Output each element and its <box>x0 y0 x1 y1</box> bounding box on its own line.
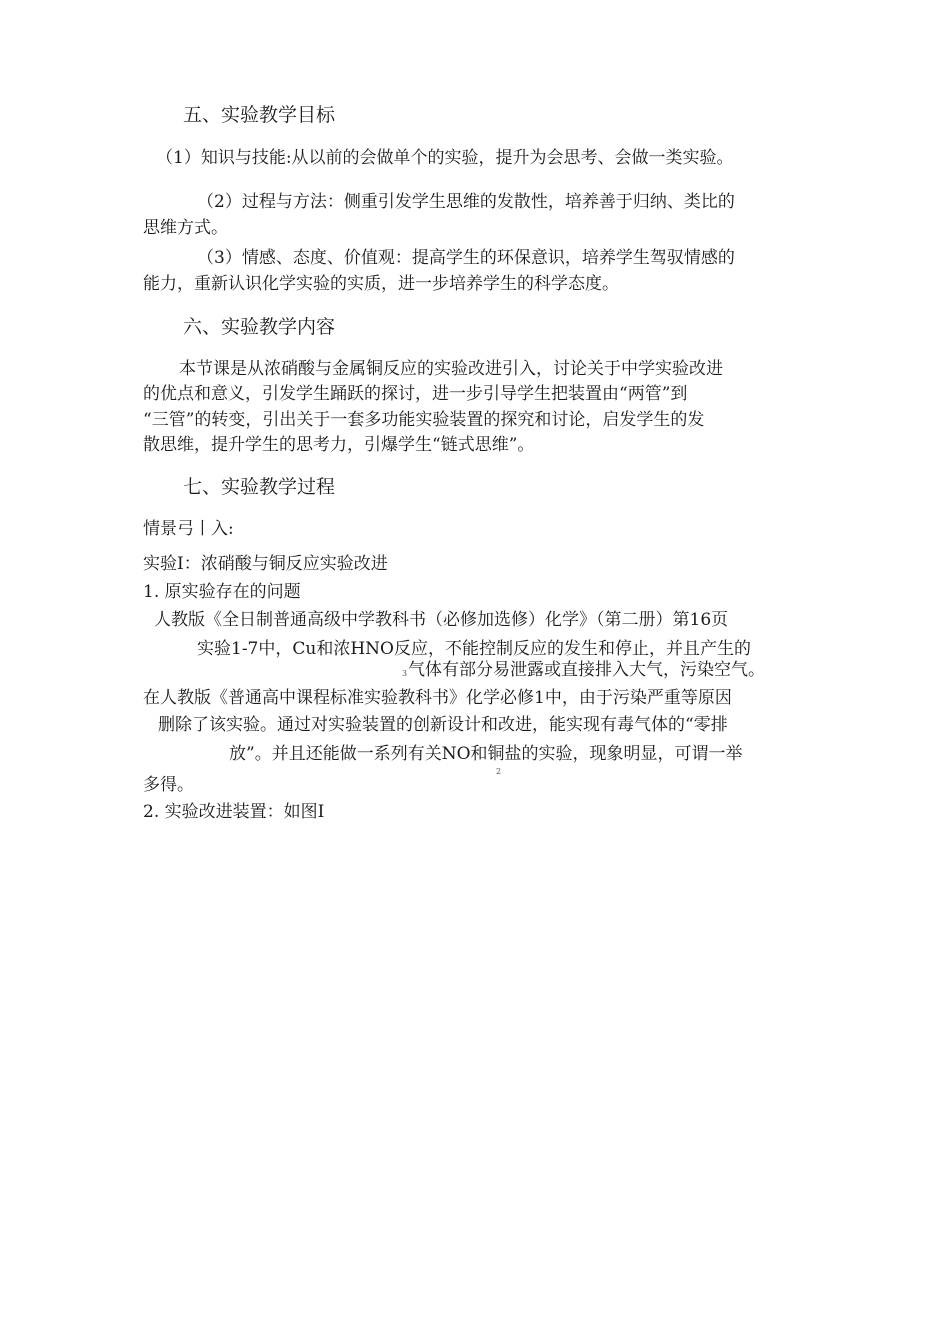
problem-para-line4: 在人教版《普通高中课程标准实验教科书》化学必修1中，由于污染严重等原因 <box>143 688 732 708</box>
subscript-3: 3 <box>402 669 408 678</box>
goal-emotion-line2: 能力，重新认识化学实验的实质，进一步培养学生的科学态度。 <box>143 274 619 294</box>
problem-para-line3: 气体有部分易泄露或直接排入大气，污染空气。 <box>408 660 765 680</box>
experiment-1-title: 实验I：浓硝酸与铜反应实验改进 <box>143 554 388 574</box>
problem-para-line6: 放”。并且还能做一系列有关NO和铜盐的实验，现象明显，可谓一举 <box>229 744 743 764</box>
problem-para-line7: 多得。 <box>143 775 194 795</box>
subheading-improved-device: 2. 实验改进装置：如图I <box>143 802 325 822</box>
problem-para-line2: 实验1-7中，Cu和浓HNO反应，不能控制反应的发生和停止，并且产生的 <box>197 639 751 659</box>
problem-para-line5: 删除了该实验。通过对实验装置的创新设计和改进，能实现有毒气体的“零排 <box>158 715 728 735</box>
content-line1: 本节课是从浓硝酸与金属铜反应的实验改进引入，讨论关于中学实验改进 <box>179 359 723 379</box>
intro-label: 情景弓丨入: <box>143 519 234 539</box>
goal-process-line2: 思维方式。 <box>143 218 228 238</box>
subheading-original-problems: 1. 原实验存在的问题 <box>143 582 301 602</box>
section-6-heading: 六、实验教学内容 <box>183 316 336 338</box>
subscript-2: 2 <box>496 767 502 776</box>
content-line4: 散思维，提升学生的思考力，引爆学生“链式思维”。 <box>143 435 535 455</box>
section-5-heading: 五、实验教学目标 <box>183 104 336 126</box>
goal-knowledge: （1）知识与技能:从以前的会做单个的实验，提升为会思考、会做一类实验。 <box>156 148 734 168</box>
section-7-heading: 七、实验教学过程 <box>183 476 336 498</box>
content-line3: “三管”的转变，引出关于一套多功能实验装置的探究和讨论，启发学生的发 <box>143 410 705 430</box>
goal-emotion-line1: （3）情感、态度、价值观：提高学生的环保意识，培养学生驾驭情感的 <box>197 248 735 268</box>
problem-para-line1: 人教版《全日制普通高级中学教科书（必修加选修）化学》（第二册）第16页 <box>154 610 729 630</box>
goal-process-line1: （2）过程与方法：侧重引发学生思维的发散性，培养善于归纳、类比的 <box>197 192 735 212</box>
content-line2: 的优点和意义，引发学生踊跃的探讨，进一步引导学生把装置由“两管”到 <box>143 384 688 404</box>
